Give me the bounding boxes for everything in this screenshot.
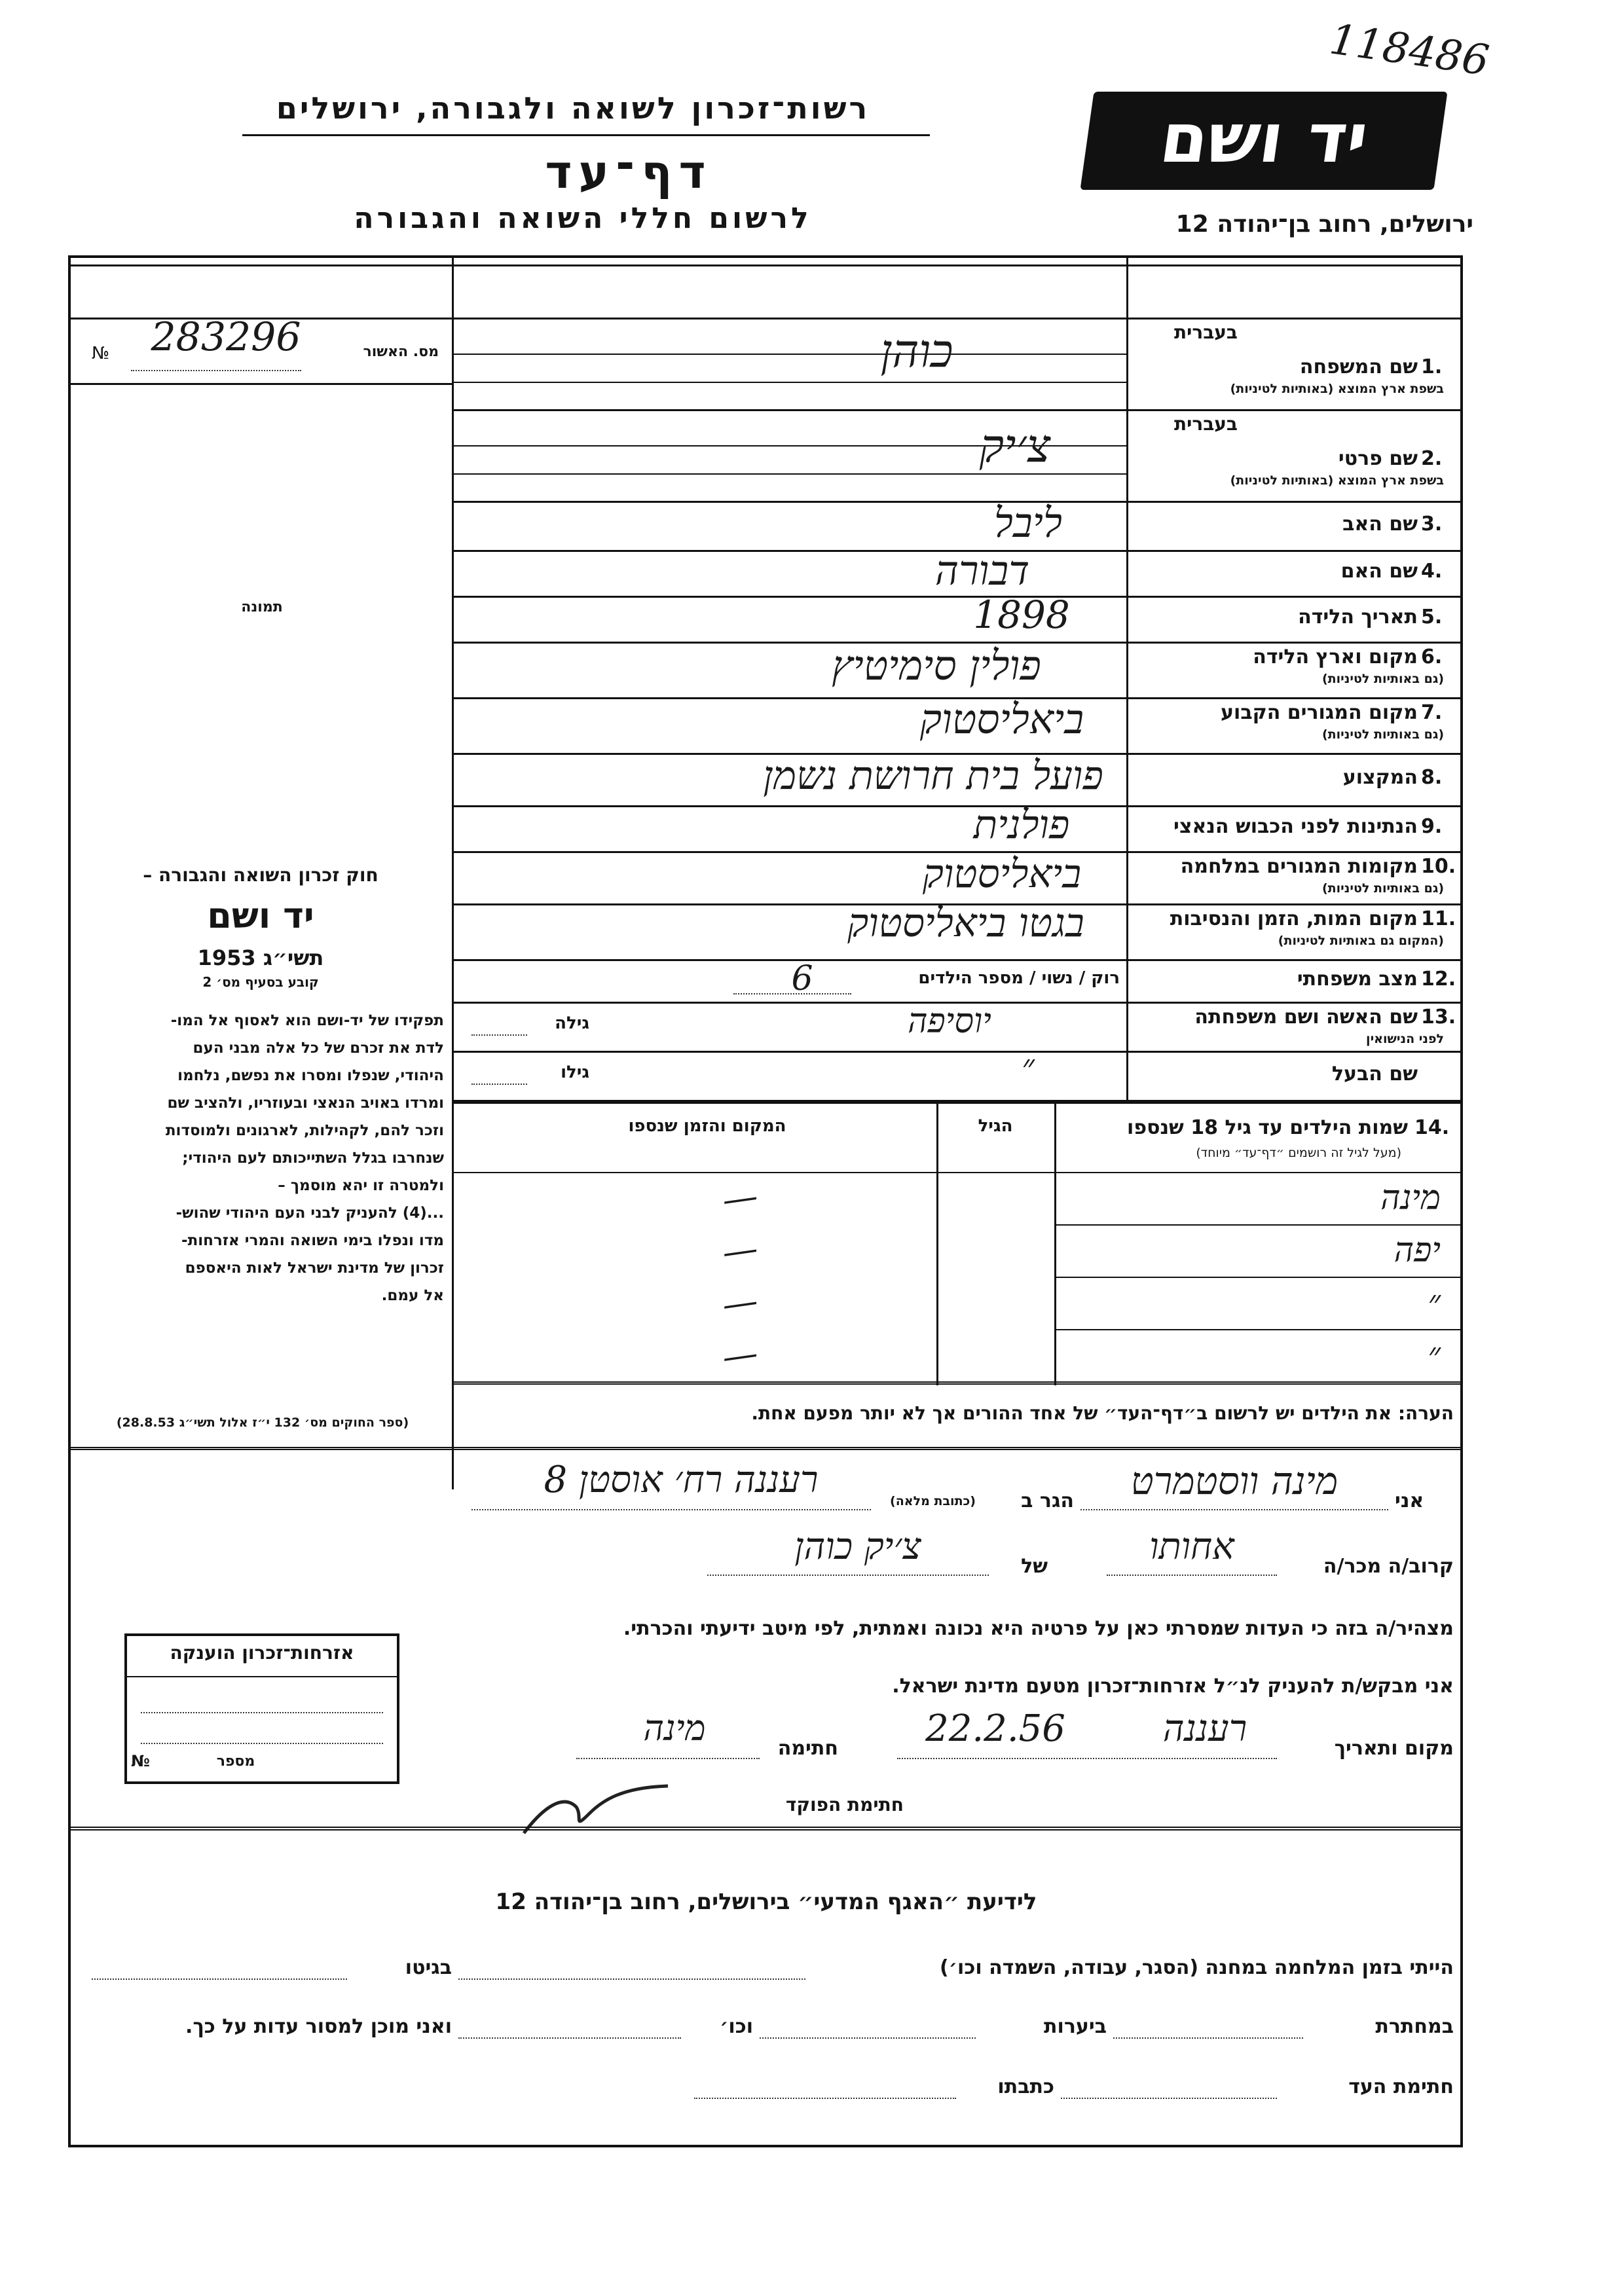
field-num: 11. bbox=[1421, 907, 1456, 930]
bottom-line3-dots-a bbox=[1061, 2098, 1277, 2099]
field-value-f5: 1898 bbox=[973, 592, 1070, 637]
relation-label: קרוב/ה מכר/ה bbox=[1323, 1555, 1454, 1578]
memorial-box-title-line bbox=[127, 1676, 397, 1677]
field-label-f1: שם המשפחה bbox=[1299, 355, 1418, 378]
field-value-f13: יוסיפה bbox=[908, 1002, 991, 1041]
field-sub-f7: (גם באותיות לטיניות) bbox=[1321, 727, 1444, 742]
memorial-box-number-label: מספר bbox=[216, 1753, 255, 1770]
declarant-ani: אני bbox=[1395, 1489, 1424, 1512]
marital-options: רוק / נשוי / מספר הילדים bbox=[918, 968, 1120, 988]
marital-children-count: 6 bbox=[791, 959, 813, 998]
field-value-f3: ליבל bbox=[993, 499, 1063, 547]
relation-of: של bbox=[1021, 1555, 1048, 1578]
law-text-line: ...(4) להעניק לבני העם היהודי שהוש- bbox=[175, 1205, 444, 1222]
law-clause: קובע בסעיף מס׳ 2 bbox=[202, 974, 319, 990]
children-place-col: המקום והזמן שנספו bbox=[628, 1116, 786, 1136]
age-label-husband: גילו bbox=[561, 1063, 589, 1082]
children-sub: (מעל לגיל זה רושמים ״דף־עד״ מיוחד) bbox=[1196, 1146, 1401, 1160]
declarant-addr-hint: (כתובת מלאה) bbox=[890, 1494, 976, 1508]
law-name: יד ושם bbox=[207, 895, 314, 936]
declarant-name-line bbox=[1080, 1509, 1388, 1510]
field-label-f2: שם פרטי bbox=[1338, 447, 1418, 470]
place-date-label: מקום ותאריך bbox=[1334, 1737, 1454, 1760]
bottom-line3-b: כתבתו bbox=[997, 2075, 1054, 2098]
law-title: חוק זכרון השואה והגבורה – bbox=[143, 864, 378, 886]
field-num: 4. bbox=[1421, 560, 1443, 583]
bottom-line2-a: במחתרת bbox=[1375, 2015, 1454, 2038]
bottom-line2-c: וכו׳ bbox=[720, 2015, 753, 2038]
child-place: — bbox=[719, 1175, 761, 1221]
bottom-line2-d: ואני מוכן למסור עדות על כך. bbox=[185, 2015, 452, 2038]
child-name: ״ bbox=[1428, 1336, 1441, 1375]
children-header-bottom bbox=[452, 1172, 1463, 1173]
archive-number: 118486 bbox=[1327, 15, 1492, 86]
note: הערה: את הילדים יש לרשום ב״דף־העד״ של אחד ההורים אך לא יותר מפעם אחת. bbox=[751, 1402, 1454, 1424]
bottom-line2-dots-a bbox=[1113, 2037, 1303, 2039]
declaration-text: מצהיר/ה בזה כי העדות שמסרתי כאן על פרטיה היא נכונה ואמתית, לפי מיטב ידיעתי והכרתי. bbox=[623, 1617, 1454, 1640]
hebrew-sub-label: בעברית bbox=[1173, 413, 1238, 435]
law-source: (ספר החוקים מס׳ 132 י״ז אלול תשי״ג 28.8.53) bbox=[116, 1415, 409, 1430]
field-sub-f10: (גם באותיות לטיניות) bbox=[1321, 881, 1444, 896]
field-sub-f13: לפני הנישואין bbox=[1366, 1032, 1444, 1046]
relation-of-name: צ׳יק כוהן bbox=[794, 1525, 921, 1568]
field-label-f5: תאריך הלידה bbox=[1298, 606, 1418, 629]
children-bottom bbox=[452, 1381, 1463, 1385]
declarant-name: מינה ווסטמרט bbox=[1130, 1459, 1338, 1503]
address: ירושלים, רחוב בן־יהודה 12 bbox=[1175, 211, 1473, 238]
field-row-rule bbox=[452, 1051, 1463, 1053]
field-label-f3: שם האב bbox=[1342, 512, 1418, 536]
field-row-rule bbox=[452, 409, 1463, 411]
children-row-rule bbox=[1054, 1224, 1463, 1226]
law-text-line: שנחרבו בגלל השתייכותם לעם היהודי; bbox=[182, 1150, 444, 1167]
children-age-right bbox=[1054, 1104, 1056, 1385]
approval-number: 283296 bbox=[151, 314, 301, 360]
memorial-box-no-sign: № bbox=[131, 1752, 150, 1770]
bottom-line1-a: הייתי בזמן המלחמה במחנה (הסגר, עבודה, השמדה וכו׳) bbox=[940, 1956, 1454, 1979]
memorial-box-line2 bbox=[141, 1743, 383, 1744]
request-text: אני מבקש/ת להעניק לנ״ל אזרחות־זכרון מטעם מדינת ישראל. bbox=[892, 1675, 1454, 1698]
field-num: 8. bbox=[1421, 766, 1443, 789]
field-value-f10: ביאליסטוק bbox=[922, 851, 1082, 897]
field-num: 10. bbox=[1421, 855, 1456, 878]
field-value-f11: בגטו ביאליסטוק bbox=[847, 900, 1084, 946]
frame-top-double bbox=[68, 264, 1463, 266]
bottom-line1-dots-b bbox=[92, 1978, 347, 1980]
child-name: ״ bbox=[1428, 1283, 1441, 1322]
field-value-f2: צ׳יק bbox=[979, 419, 1051, 473]
field-value-f1: כוהן bbox=[880, 324, 953, 378]
logo-text: יד ושם bbox=[1155, 98, 1373, 178]
field-label-f9: הנתינות לפני הכבוש הנאצי bbox=[1173, 815, 1418, 838]
field-label-f10: מקומות המגורים במלחמה bbox=[1180, 855, 1418, 878]
bottom-line2-dots-b bbox=[760, 2037, 976, 2039]
declarant-resident: הגר ב bbox=[1021, 1489, 1074, 1512]
field-inner-rule bbox=[452, 473, 1126, 475]
field-sub-f2: בשפת ארץ המוצא (באותיות לטיניות) bbox=[1230, 473, 1444, 488]
form-subtitle: לרשום חללי השואה והגבורה bbox=[354, 202, 812, 235]
field-label-f12: מצב משפחתי bbox=[1297, 967, 1418, 991]
children-header: שמות הילדים עד גיל 18 שנספו bbox=[1127, 1116, 1408, 1139]
left-column-divider bbox=[452, 255, 454, 1489]
field-sub-f1: בשפת ארץ המוצא (באותיות לטיניות) bbox=[1230, 382, 1444, 396]
approval-no-sign: № bbox=[92, 344, 110, 363]
field-row-rule bbox=[452, 959, 1463, 961]
law-text-line: זכרון של מדינת ישראל לאות היאספם bbox=[185, 1260, 444, 1277]
children-row-rule bbox=[1054, 1329, 1463, 1330]
children-age-col: הגיל bbox=[978, 1116, 1013, 1136]
field-value-f7: ביאליסטוק bbox=[919, 695, 1084, 743]
field-value-husband: ״ bbox=[1022, 1048, 1035, 1087]
child-name: מינה bbox=[1380, 1178, 1441, 1218]
law-text-line: תפקידו של יד-ושם הוא לאסוף אל המו- bbox=[170, 1012, 444, 1029]
child-place: — bbox=[719, 1227, 761, 1273]
children-age-left bbox=[936, 1104, 938, 1385]
declarant-address: רעננה רח׳ אוסטן 8 bbox=[544, 1459, 819, 1501]
law-text-line: אל עמם. bbox=[381, 1287, 444, 1304]
field-label-husband: שם הבעל bbox=[1331, 1062, 1418, 1085]
label-column-divider bbox=[1126, 255, 1128, 1100]
note-bottom bbox=[68, 1447, 1463, 1450]
age-dotted-f13 bbox=[471, 1034, 527, 1036]
hebrew-sub-label: בעברית bbox=[1173, 321, 1238, 343]
memorial-box-title: אזרחות־זכרון הוענקה bbox=[170, 1642, 354, 1664]
bottom-line2-b: ביערות bbox=[1044, 2015, 1107, 2038]
officer-signature-mark bbox=[517, 1768, 674, 1846]
bottom-line2-dots-c bbox=[458, 2037, 681, 2039]
children-num: 14. bbox=[1414, 1116, 1450, 1139]
field-inner-rule bbox=[452, 382, 1126, 383]
photo-label: תמונה bbox=[241, 599, 283, 615]
bottom-line3-dots-b bbox=[694, 2098, 956, 2099]
declarant-address-line bbox=[471, 1509, 871, 1510]
field-value-f6: פולין סימיטיץ bbox=[832, 642, 1041, 689]
field-num: 7. bbox=[1421, 701, 1443, 724]
yad-vashem-logo bbox=[1080, 92, 1447, 190]
field-label-f4: שם האם bbox=[1340, 560, 1418, 583]
signature-line bbox=[576, 1758, 760, 1759]
field-value-f8: פועל בית חרושת נשמן bbox=[763, 753, 1103, 799]
field-sub-f6: (גם באותיות לטיניות) bbox=[1321, 672, 1444, 686]
age-dotted-husband bbox=[471, 1084, 527, 1085]
relation-value: אחותו bbox=[1149, 1525, 1234, 1568]
law-text-line: ולמטרה זו יהא מוסמך – bbox=[278, 1177, 444, 1194]
field-label-f6: מקום וארץ הלידה bbox=[1253, 646, 1418, 668]
relation-of-line bbox=[707, 1575, 989, 1576]
authority-line: רשות־זכרון לשואה ולגבורה, ירושלים bbox=[276, 90, 870, 126]
law-year: תשי״ג 1953 bbox=[197, 945, 324, 970]
place-date-line bbox=[897, 1758, 1277, 1759]
age-label-f13: גילה bbox=[555, 1013, 589, 1033]
officer-label: חתימת הפוקד bbox=[785, 1794, 904, 1815]
declaration-bottom bbox=[68, 1827, 1463, 1831]
field-num: 9. bbox=[1421, 815, 1443, 838]
field-label-f8: המקצוע bbox=[1342, 766, 1418, 789]
approval-label: מס. האשור bbox=[363, 344, 439, 360]
field-num: 6. bbox=[1421, 646, 1443, 668]
law-text bbox=[77, 1007, 444, 1309]
child-name: יפה bbox=[1393, 1231, 1441, 1270]
field-label-f13: שם האשה ושם משפחתה bbox=[1194, 1006, 1418, 1029]
field-num: 3. bbox=[1421, 512, 1443, 536]
relation-line bbox=[1107, 1575, 1277, 1576]
law-text-line: היהודי, שנפלו ומסרו את נפשם, נלחמו bbox=[177, 1067, 444, 1084]
signature-value: מינה bbox=[643, 1707, 706, 1749]
field-num: 5. bbox=[1421, 606, 1443, 629]
memorial-box-line1 bbox=[141, 1712, 383, 1713]
law-text-line: ומרדו באויב הנאצי ובעוזריו, ולהציב שם bbox=[167, 1095, 444, 1112]
child-place: — bbox=[719, 1279, 761, 1326]
law-text-line: לדת את זכרם של כל אלה מבני העם bbox=[193, 1040, 444, 1057]
children-top-line bbox=[452, 1100, 1463, 1104]
field-num: 1. bbox=[1421, 355, 1443, 378]
law-block bbox=[77, 864, 444, 1309]
approval-dotted-line bbox=[131, 370, 301, 371]
form-title: דף־עד bbox=[545, 145, 712, 199]
signature-label: חתימה bbox=[777, 1737, 838, 1760]
field-num: 12. bbox=[1421, 967, 1456, 991]
bottom-line1-dots-a bbox=[458, 1978, 805, 1980]
child-place: — bbox=[719, 1332, 761, 1378]
field-label-f7: מקום המגורים הקבוע bbox=[1221, 701, 1418, 724]
approval-row-bottom bbox=[68, 383, 452, 385]
field-value-f4: דבורה bbox=[934, 547, 1030, 594]
field-sub-f11: (המקום גם באותיות לטיניות) bbox=[1278, 934, 1444, 948]
authority-underline bbox=[242, 134, 930, 136]
field-label-f11: מקום המות, הזמן והנסיבות bbox=[1170, 907, 1418, 930]
field-num: 13. bbox=[1421, 1006, 1456, 1029]
place-value: רעננה bbox=[1162, 1707, 1247, 1750]
bottom-title: לידיעת ״האגף המדעי״ בירושלים, רחוב בן־יהודה 12 bbox=[495, 1889, 1037, 1915]
field-value-f9: פולנית bbox=[973, 802, 1070, 848]
law-text-line: וזכר להם, לקהילות, לארגונים ולמוסדות bbox=[165, 1122, 444, 1139]
law-text-line: מדו ונפלו בימי השואה והמרי אזרחות- bbox=[181, 1232, 444, 1249]
field-num: 2. bbox=[1421, 447, 1443, 470]
children-row-rule bbox=[1054, 1277, 1463, 1278]
bottom-line3-a: חתימת העד bbox=[1348, 2075, 1454, 2098]
date-value: 22.2.56 bbox=[925, 1707, 1065, 1750]
bottom-line1-b: בגיטו bbox=[405, 1956, 452, 1979]
marital-dotted bbox=[733, 993, 851, 994]
